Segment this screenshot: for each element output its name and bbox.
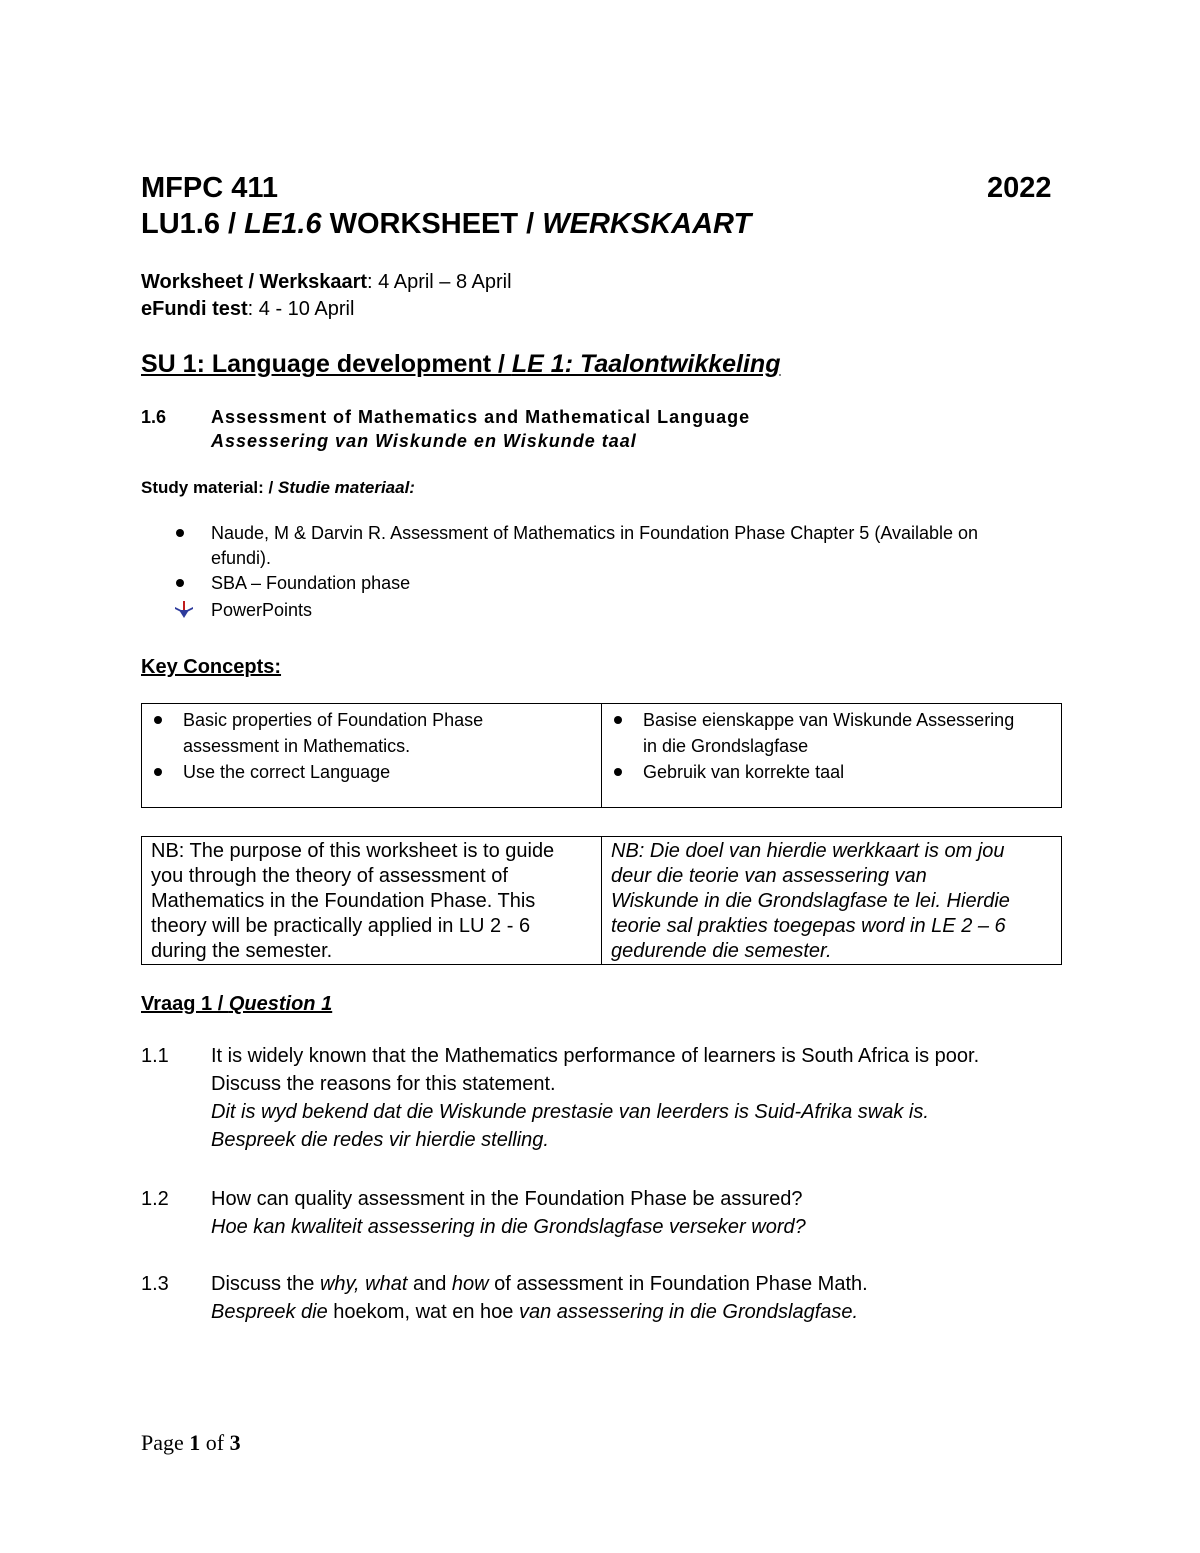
key-concepts-label: Key Concepts: [141, 656, 282, 678]
key-concepts-table [141, 703, 1062, 808]
page-footer: Page 1 of 3 [141, 1430, 241, 1455]
key-concept-item: Gebruik van korrekte taal [602, 759, 1061, 785]
bullet-icon [154, 716, 162, 724]
bullet-icon [176, 529, 184, 537]
test-dates [141, 295, 354, 323]
question-number: 1.3 [141, 1273, 169, 1295]
question-text-en: Discuss the reasons for this statement. [211, 1073, 556, 1095]
question-text-af: Hoe kan kwaliteit assessering in die Grondslagfase verseker word? [211, 1216, 806, 1238]
subsection-title-af: Assessering van Wiskunde en Wiskunde taal [211, 431, 637, 451]
question-number: 1.1 [141, 1045, 169, 1067]
key-concept-item-cont: in die Grondslagfase [643, 736, 809, 756]
key-concept-item-cont: assessment in Mathematics. [183, 736, 411, 756]
question-number: 1.2 [141, 1188, 169, 1210]
course-code: MFPC 411 [141, 172, 278, 204]
study-material-label [141, 476, 415, 500]
question-text-af: Dit is wyd bekend dat die Wiskunde prestasie van leerders is Suid-Afrika swak is. [211, 1101, 929, 1123]
title-werkskaart: WERKSKAART [542, 208, 752, 240]
bullet-icon [614, 768, 622, 776]
test-dates-label: eFundi test [141, 298, 248, 320]
bullet-icon [154, 768, 162, 776]
worksheet-dates-value: : 4 April – 8 April [367, 271, 512, 293]
worksheet-title [141, 207, 751, 241]
title-worksheet: WORKSHEET / [321, 208, 543, 240]
bullet-icon [176, 579, 184, 587]
nb-right-cell [602, 837, 1062, 965]
section-title-af: LE 1: Taalontwikkeling [511, 350, 781, 378]
nb-text-en: NB: The purpose of this worksheet is to guide you through the theory of assessment of Mathematics in the Foundation Phase. This theory will be practically applied in LU 2 - 6 during the semester. [151, 840, 555, 962]
course-year: 2022 [987, 172, 1052, 204]
nb-left-cell [142, 837, 602, 965]
study-material-label-af: Studie materiaal: [277, 478, 415, 497]
question-text-af: Bespreek die hoekom, wat en hoe van assessering in die Grondslagfase. [211, 1301, 859, 1323]
section-title-en: SU 1: Language development / [141, 350, 512, 378]
title-le: LE1.6 [244, 208, 322, 240]
study-material-item-3: PowerPoints [211, 600, 313, 620]
subsection-number: 1.6 [141, 407, 167, 427]
subsection-title-en: Assessment of Mathematics and Mathematical Language [211, 407, 751, 427]
key-concept-item: Basic properties of Foundation Phase [142, 707, 601, 733]
key-concept-item: Use the correct Language [142, 759, 601, 785]
question-text-en: How can quality assessment in the Foundation Phase be assured? [211, 1188, 803, 1210]
section-title [141, 349, 780, 379]
study-material-label-en: Study material: / [141, 478, 278, 497]
arrow-bullet-icon [174, 601, 194, 619]
question-text-en: It is widely known that the Mathematics performance of learners is South Africa is poor. [211, 1045, 980, 1067]
nb-text-af: NB: Die doel van hierdie werkkaart is om jou deur die teorie van assessering van Wiskunde in die Grondslagfase te lei. Hierdie teorie sal prakties toegepas word in LE 2 – 6 gedurende die semester. [611, 840, 1010, 962]
title-lu: LU1.6 / [141, 208, 245, 240]
study-material-item-1-cont: efundi). [211, 548, 272, 568]
nb-table [141, 836, 1062, 965]
question-text-en: Discuss the why, what and how of assessment in Foundation Phase Math. [211, 1273, 868, 1295]
study-material-item-1: Naude, M & Darvin R. Assessment of Mathematics in Foundation Phase Chapter 5 (Available on [211, 523, 979, 543]
key-concept-item: Basise eienskappe van Wiskunde Assessering [602, 707, 1061, 733]
question-heading-af: Vraag 1 / [141, 993, 229, 1015]
bullet-icon [614, 716, 622, 724]
worksheet-dates-label: Worksheet / Werkskaart [141, 271, 368, 293]
question-text-af: Bespreek die redes vir hierdie stelling. [211, 1129, 549, 1151]
question-heading [141, 990, 332, 1018]
question-heading-en: Question 1 [228, 993, 333, 1015]
key-concepts-right-cell [602, 704, 1062, 808]
key-concepts-left-cell [142, 704, 602, 808]
test-dates-value: : 4 - 10 April [247, 298, 355, 320]
study-material-item-2: SBA – Foundation phase [211, 573, 411, 593]
worksheet-dates [141, 268, 512, 296]
